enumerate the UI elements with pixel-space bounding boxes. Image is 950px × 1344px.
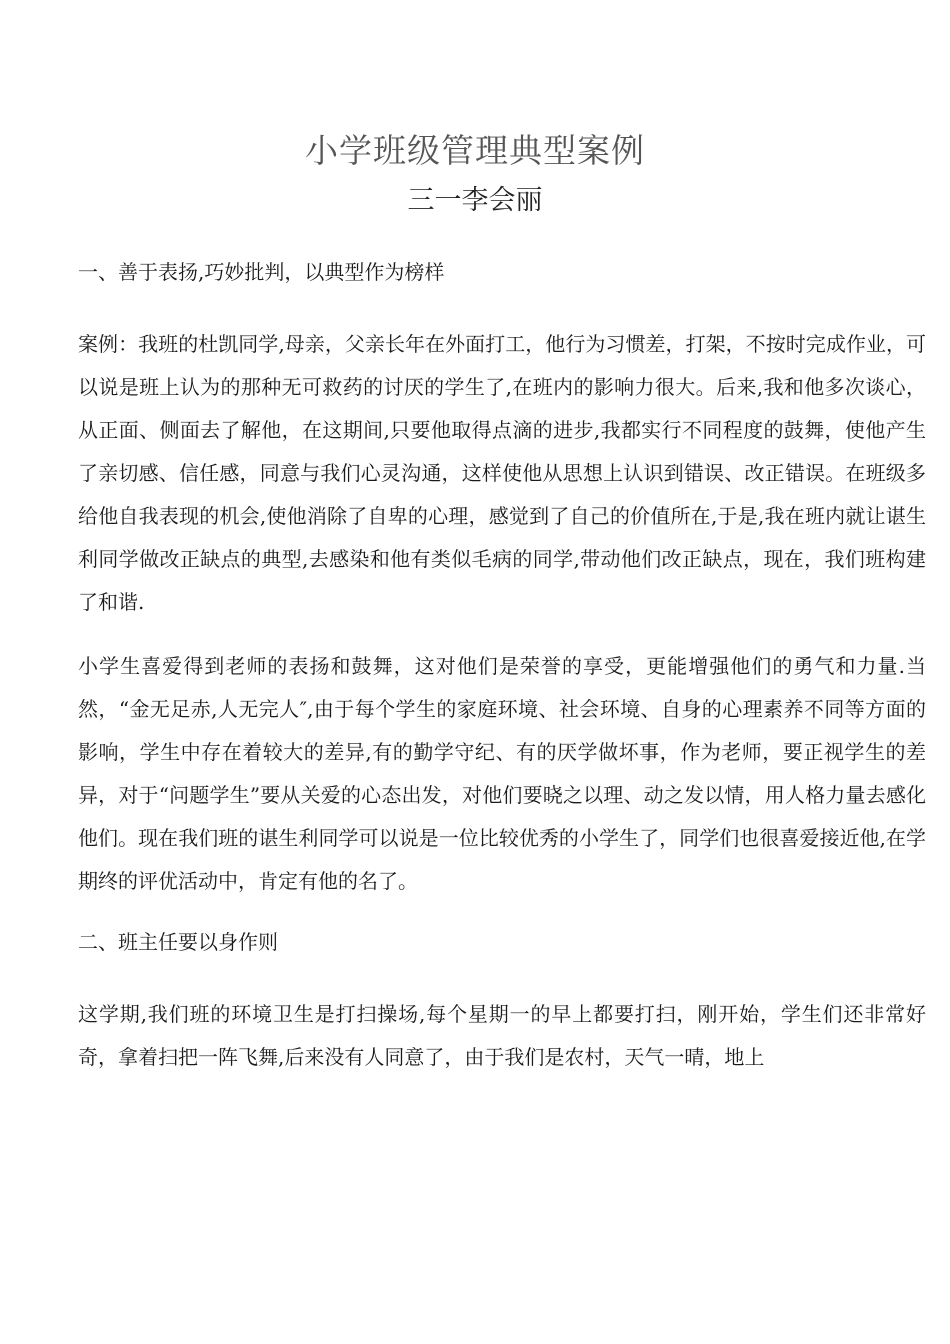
section-heading-1: 一、善于表扬,巧妙批判，以典型作为榜样	[78, 260, 445, 284]
document-body	[78, 254, 926, 1100]
page-title: 小学班级管理典型案例	[305, 131, 645, 170]
analysis-paragraph: 小学生喜爱得到老师的表扬和鼓舞，这对他们是荣誉的享受，更能增强他们的勇气和力量.当然，“金无足赤,人无完人″,由于每个学生的家庭环境、社会环境、自身的心理素养不同等方面的影响，学生中存在着较大的差异,有的勤学守纪、有的厌学做坏事，作为老师，要正视学生的差异，对于“问题学生”要从关爱的心态出发，对他们要晓之以理、动之发以情，用人格力量去感化他们。现在我们班的谌生利同学可以说是一位比较优秀的小学生了，同学们也很喜爱接近他,在学期终的评优活动中，肯定有他的名了。	[78, 654, 926, 893]
case-paragraph: 案例：我班的杜凯同学,母亲，父亲长年在外面打工，他行为习惯差，打架，不按时完成作业，可以说是班上认为的那种无可救药的讨厌的学生了,在班内的影响力很大。后来,我和他多次谈心，从正面、侧面去了解他，在这期间,只要他取得点滴的进步,我都实行不同程度的鼓舞，使他产生了亲切感、信任感，同意与我们心灵沟通，这样使他从思想上认识到错误、改正错误。在班级多给他自我表现的机会,使他消除了自卑的心理，感觉到了自己的价值所在,于是,我在班内就让谌生利同学做改正缺点的典型,去感染和他有类似毛病的同学,带动他们改正缺点，现在，我们班构建了和谐.	[78, 332, 926, 614]
author-line: 三一李会丽	[407, 185, 543, 216]
semester-paragraph: 这学期,我们班的环境卫生是打扫操场,每个星期一的早上都要打扫，刚开始，学生们还非常好奇，拿着扫把一阵飞舞,后来没有人同意了，由于我们是农村，天气一晴，地上	[78, 1002, 926, 1069]
section-heading-2: 二、班主任要以身作则	[78, 930, 278, 954]
